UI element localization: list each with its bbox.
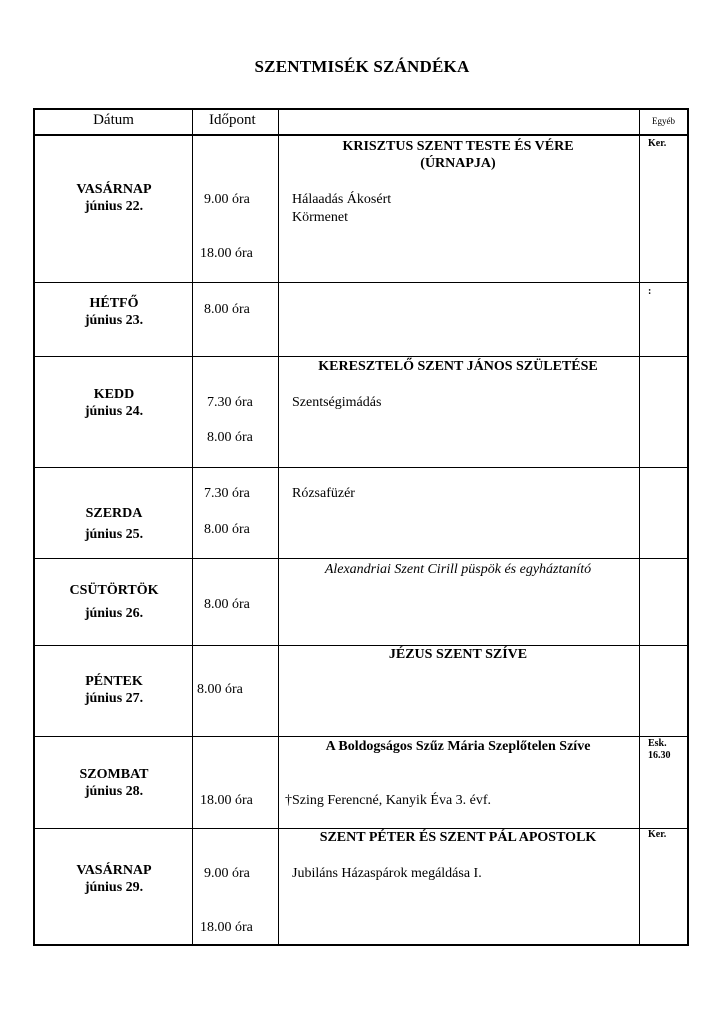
other-note: Ker. [648, 138, 667, 149]
mass-time: 8.00 óra [204, 302, 250, 317]
day-name: PÉNTEK [85, 674, 143, 689]
other-note: Ker. [648, 829, 667, 840]
mass-time: 18.00 óra [200, 793, 253, 808]
row-divider [35, 134, 687, 136]
mass-time: 8.00 óra [204, 597, 250, 612]
header-date: Dátum [93, 112, 134, 128]
feast-title: A Boldogságos Szűz Mária Szeplőtelen Szíve [325, 739, 591, 754]
other-note [648, 738, 671, 762]
mass-intention: Körmenet [292, 210, 348, 225]
day-date: június 24. [84, 404, 144, 419]
day-name: HÉTFŐ [89, 296, 139, 311]
row-divider [35, 558, 687, 559]
mass-intention: Jubiláns Házaspárok megáldása I. [292, 866, 482, 881]
row-divider [35, 736, 687, 737]
mass-time: 8.00 óra [197, 682, 243, 697]
feast-line: (ÚRNAPJA) [420, 156, 496, 171]
header-other: Egyéb [652, 116, 675, 126]
day-date: június 23. [84, 313, 144, 328]
header-time: Időpont [209, 112, 256, 128]
day-cell [35, 862, 193, 896]
column-divider [278, 110, 279, 944]
day-date: június 29. [84, 880, 144, 895]
mass-time: 8.00 óra [204, 522, 250, 537]
day-date: június 22. [84, 199, 144, 214]
day-name: VASÁRNAP [76, 182, 152, 197]
page-title: SZENTMISÉK SZÁNDÉKA [254, 57, 470, 76]
day-cell [35, 295, 193, 329]
mass-time: 9.00 óra [204, 866, 250, 881]
mass-time: 9.00 óra [204, 192, 250, 207]
day-cell [35, 386, 193, 420]
mass-time: 18.00 óra [200, 246, 253, 261]
mass-intention: Szentségimádás [292, 395, 382, 410]
day-name: SZERDA [85, 506, 143, 521]
feast-title: Alexandriai Szent Cirill püspök és egyháztanító [324, 562, 592, 577]
row-divider [35, 356, 687, 357]
mass-intention: †Szing Ferencné, Kanyik Éva 3. évf. [285, 793, 492, 808]
mass-time: 7.30 óra [207, 395, 253, 410]
feast-title: SZENT PÉTER ÉS SZENT PÁL APOSTOLK [319, 830, 597, 845]
row-divider [35, 467, 687, 468]
day-date: június 25. [84, 527, 144, 542]
row-divider [35, 282, 687, 283]
other-note-line: 16.30 [648, 750, 671, 761]
day-date: június 26. [84, 606, 144, 621]
mass-intention: Rózsafüzér [292, 486, 355, 501]
day-date: június 27. [84, 691, 144, 706]
feast-title [281, 138, 635, 172]
day-date: június 28. [84, 784, 144, 799]
other-note-line: Esk. [648, 738, 667, 749]
feast-title: KERESZTELŐ SZENT JÁNOS SZÜLETÉSE [318, 359, 598, 374]
mass-time: 18.00 óra [200, 920, 253, 935]
feast-line: KRISZTUS SZENT TESTE ÉS VÉRE [342, 139, 574, 154]
mass-intention: Hálaadás Ákosért [292, 192, 392, 207]
column-divider [639, 110, 640, 944]
day-name: CSÜTÖRTÖK [69, 583, 159, 598]
mass-time: 8.00 óra [207, 430, 253, 445]
day-cell [35, 673, 193, 707]
day-cell [35, 505, 193, 543]
other-note: : [648, 286, 652, 297]
feast-title: JÉZUS SZENT SZÍVE [388, 647, 528, 662]
day-name: KEDD [93, 387, 135, 402]
day-name: SZOMBAT [79, 767, 149, 782]
mass-time: 7.30 óra [204, 486, 250, 501]
day-name: VASÁRNAP [76, 863, 152, 878]
day-cell [35, 766, 193, 800]
day-cell [35, 181, 193, 215]
day-cell [35, 582, 193, 622]
